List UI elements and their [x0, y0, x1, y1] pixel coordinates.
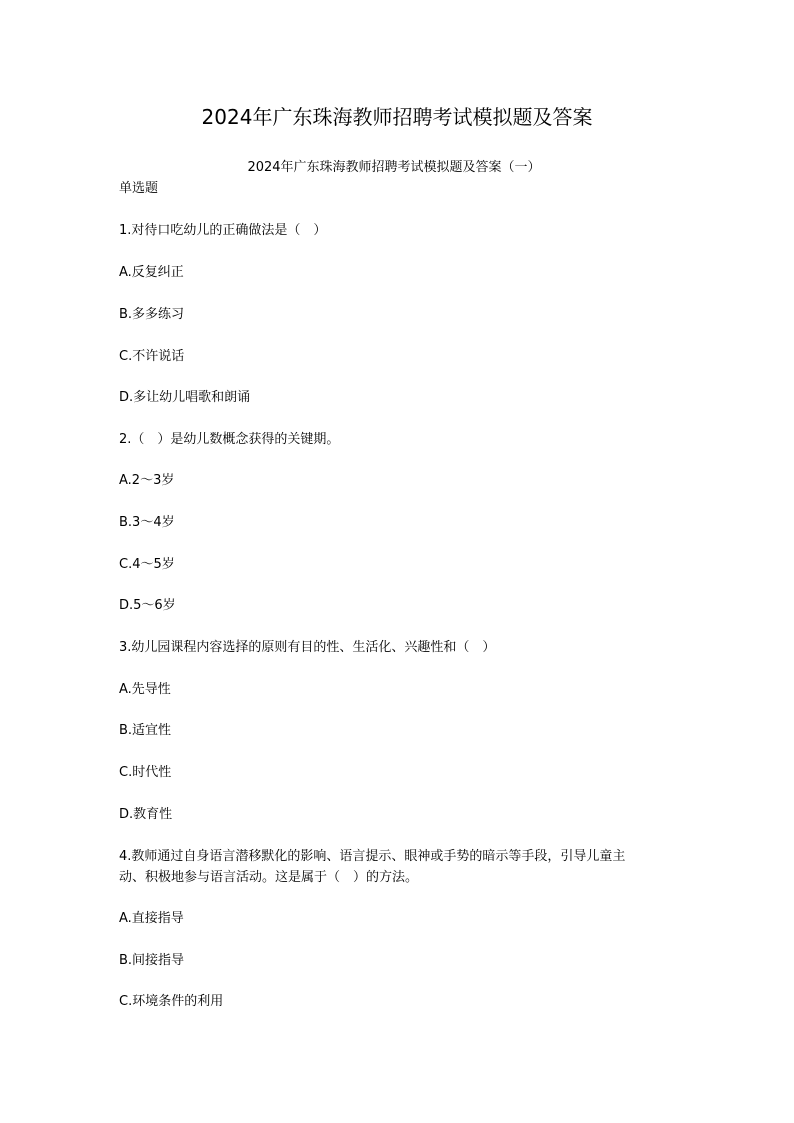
question-stem: 1.对待口吃幼儿的正确做法是（ ）: [119, 223, 327, 238]
section-heading: 单选题: [119, 181, 159, 196]
option-b[interactable]: B.3～4岁: [119, 515, 175, 530]
option-b[interactable]: B.多多练习: [119, 307, 185, 322]
question-stem-line-1: 4.教师通过自身语言潜移默化的影响、语言提示、眼神或手势的暗示等手段，引导儿童主: [119, 849, 626, 864]
option-a[interactable]: A.直接指导: [119, 911, 184, 926]
option-c[interactable]: C.4～5岁: [119, 557, 175, 572]
option-a[interactable]: A.反复纠正: [119, 265, 184, 280]
option-b[interactable]: B.间接指导: [119, 953, 185, 968]
document-title: 2024年广东珠海教师招聘考试模拟题及答案: [201, 105, 593, 129]
document-subtitle: 2024年广东珠海教师招聘考试模拟题及答案（一）: [247, 160, 541, 175]
option-d[interactable]: D.5～6岁: [119, 598, 176, 613]
option-c[interactable]: C.环境条件的利用: [119, 994, 224, 1009]
question-stem: 3.幼儿园课程内容选择的原则有目的性、生活化、兴趣性和（ ）: [119, 640, 496, 655]
question-stem: 2.（ ）是幼儿数概念获得的关键期。: [119, 432, 340, 447]
option-c[interactable]: C.不许说话: [119, 349, 185, 364]
option-a[interactable]: A.先导性: [119, 682, 171, 697]
question-stem-line-2: 动、积极地参与语言活动。这是属于（ ）的方法。: [119, 870, 419, 885]
option-c[interactable]: C.时代性: [119, 765, 172, 780]
option-b[interactable]: B.适宜性: [119, 723, 172, 738]
option-a[interactable]: A.2～3岁: [119, 473, 175, 488]
option-d[interactable]: D.多让幼儿唱歌和朗诵: [119, 390, 251, 405]
option-d[interactable]: D.教育性: [119, 807, 173, 822]
